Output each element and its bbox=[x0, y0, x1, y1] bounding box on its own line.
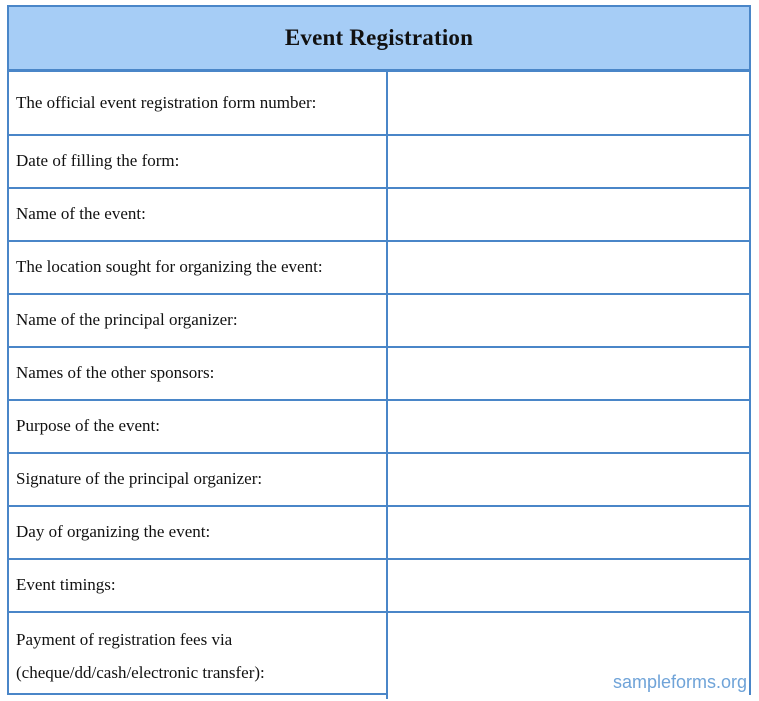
field-label-event-day: Day of organizing the event: bbox=[9, 506, 387, 559]
field-label-event-timings: Event timings: bbox=[9, 559, 387, 612]
field-row-other-sponsors bbox=[9, 347, 749, 400]
field-value-purpose[interactable] bbox=[387, 400, 749, 453]
form-header bbox=[9, 7, 749, 72]
field-row-principal-organizer bbox=[9, 294, 749, 347]
watermark-text: sampleforms.org bbox=[612, 672, 747, 692]
field-value-date-filling[interactable] bbox=[387, 135, 749, 188]
field-value-location[interactable] bbox=[387, 241, 749, 294]
field-label-other-sponsors: Names of the other sponsors: bbox=[9, 347, 387, 400]
field-row-event-name bbox=[9, 188, 749, 241]
field-value-event-timings[interactable] bbox=[387, 559, 749, 612]
field-row-location bbox=[9, 241, 749, 294]
field-value-principal-organizer[interactable] bbox=[387, 294, 749, 347]
field-value-event-name[interactable] bbox=[387, 188, 749, 241]
field-label-purpose: Purpose of the event: bbox=[9, 400, 387, 453]
field-row-form-number bbox=[9, 72, 749, 135]
field-label-form-number: The official event registration form number: bbox=[9, 72, 387, 135]
field-label-payment bbox=[9, 612, 387, 699]
field-row-purpose bbox=[9, 400, 749, 453]
field-row-signature bbox=[9, 453, 749, 506]
field-label-signature: Signature of the principal organizer: bbox=[9, 453, 387, 506]
field-value-form-number[interactable] bbox=[387, 72, 749, 135]
form-fields-table bbox=[9, 72, 749, 699]
payment-label-line-1: Payment of registration fees via bbox=[16, 630, 233, 649]
payment-label-line-2: (cheque/dd/cash/electronic transfer): bbox=[16, 663, 265, 682]
field-row-event-day bbox=[9, 506, 749, 559]
field-row-date-filling bbox=[9, 135, 749, 188]
field-label-event-name: Name of the event: bbox=[9, 188, 387, 241]
field-label-location: The location sought for organizing the event: bbox=[9, 241, 387, 294]
event-registration-form bbox=[7, 5, 751, 695]
field-value-event-day[interactable] bbox=[387, 506, 749, 559]
field-value-signature[interactable] bbox=[387, 453, 749, 506]
field-label-date-filling: Date of filling the form: bbox=[9, 135, 387, 188]
form-title: Event Registration bbox=[284, 25, 474, 50]
field-value-other-sponsors[interactable] bbox=[387, 347, 749, 400]
field-label-principal-organizer: Name of the principal organizer: bbox=[9, 294, 387, 347]
field-row-event-timings bbox=[9, 559, 749, 612]
